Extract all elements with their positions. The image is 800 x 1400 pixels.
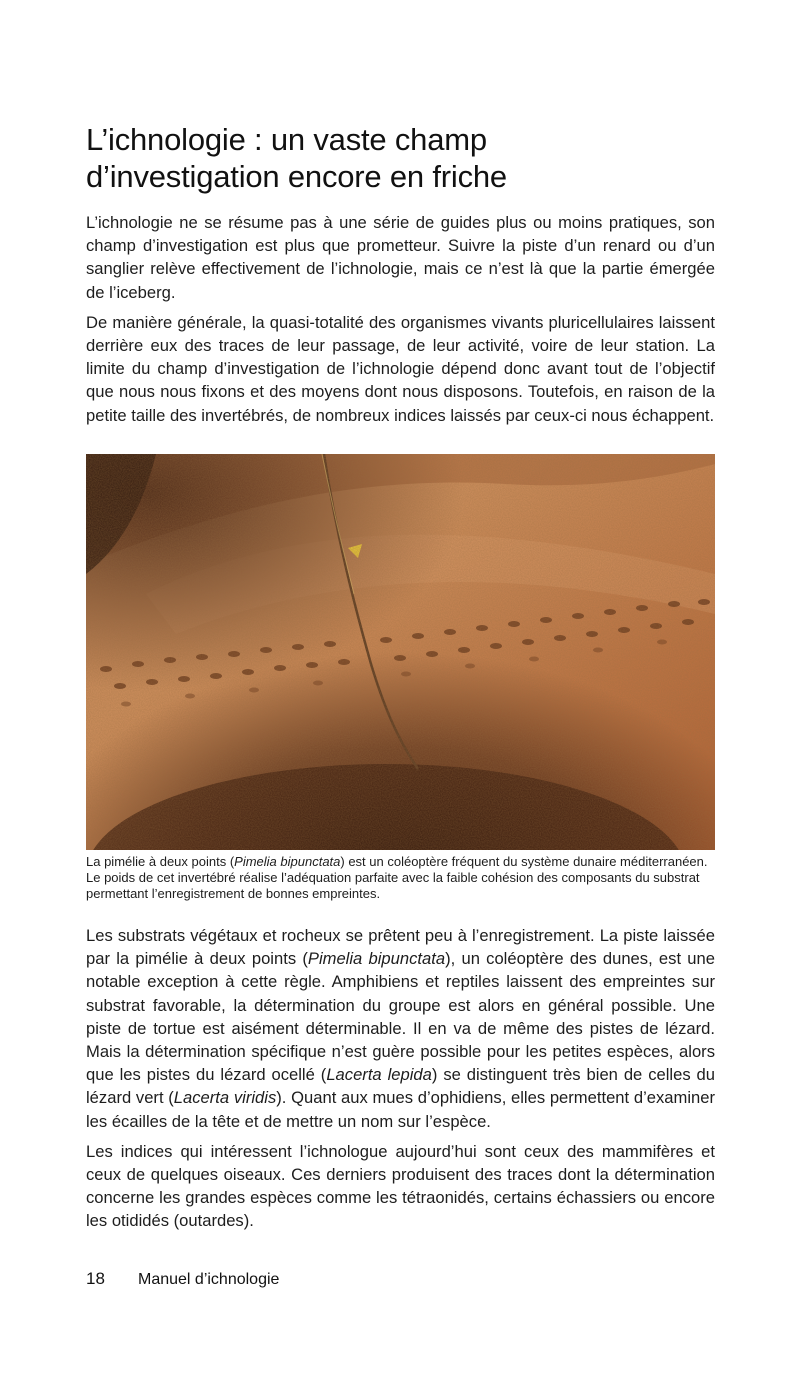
paragraph-1: L’ichnologie ne se résume pas à une série de guides plus ou moins pratiques, son champ d’investigation est plus que prometteur. Suivre la piste d’un renard ou d’un sanglier relève effectivement de l’ichnologie, mais ce n’est là que la partie émergée de l’iceberg.: [86, 213, 715, 302]
p3-species-2: Lacerta lepida: [326, 1065, 432, 1085]
main-text-block: [86, 924, 715, 1240]
section-heading: [86, 121, 726, 195]
page-footer: [86, 1269, 279, 1289]
intro-text-block: [86, 211, 715, 434]
running-title: Manuel d’ichnologie: [138, 1271, 280, 1288]
heading-line-2: d’investigation encore en friche: [86, 159, 507, 194]
paragraph-3: [86, 924, 715, 1133]
p3-part-d: ). Quant aux mues d’ophidiens, elles permettent d’examiner les écailles de la tête et de mettre un nom sur l’espèce.: [86, 1088, 716, 1131]
p3-part-b: ), un coléoptère des dunes, est une notable exception à cette règle. Amphibiens et reptiles laissent des empreintes sur substrat favorable, la détermination du groupe est alors en général possible. Une piste de tortue est aisément déterminable. Il en va de même des pistes de lézard. Mais la détermination spécifique n’est guère possible pour les petites espèces, alors que les pistes du lézard ocellé (: [86, 949, 715, 1085]
p3-part-c: ) se distinguent très bien de celles du lézard vert (: [86, 1065, 715, 1108]
sand-tracks-photo: [86, 454, 715, 850]
p3-species-1: Pimelia bipunctata: [307, 949, 446, 969]
paragraph-4: Les indices qui intéressent l’ichnologue aujourd’hui sont ceux des mammifères et ceux de quelques oiseaux. Ces derniers produisent des traces dont la détermination concerne les grandes espèces comme les tétraonidés, certains échassiers ou encore les otididés (outardes).: [86, 1141, 715, 1231]
figure-caption: [86, 854, 715, 903]
caption-species: Pimelia bipunctata: [234, 854, 341, 869]
heading-line-1: L’ichnologie : un vaste champ: [86, 122, 487, 157]
paragraph-2: De manière générale, la quasi-totalité des organismes vivants pluricellulaires laissent derrière eux des traces de leur passage, de leur activité, voire de leur station. La limite du champ d’investigation de l’ichnologie dépend donc avant tout de l’objectif que nous nous fixons et des moyens dont nous disposons. Toutefois, en raison de la petite taille des invertébrés, de nombreux indices laissés par ceux-ci nous échappent.: [86, 312, 715, 425]
p3-part-a: Les substrats végétaux et rocheux se prêtent peu à l’enregistrement. La piste laissée par la pimélie à deux points (: [86, 926, 715, 969]
photo-illustration: [86, 454, 715, 850]
caption-part-a: La pimélie à deux points (: [86, 854, 235, 869]
caption-part-b: ) est un coléoptère fréquent du système dunaire méditerranéen. Le poids de cet invertébré réalise l’adéquation parfaite avec la faible cohésion des composants du substrat permettant l’enregistrement de bonnes empreintes.: [86, 854, 708, 902]
p3-species-3: Lacerta viridis: [173, 1088, 277, 1108]
page-number: 18: [86, 1269, 105, 1288]
